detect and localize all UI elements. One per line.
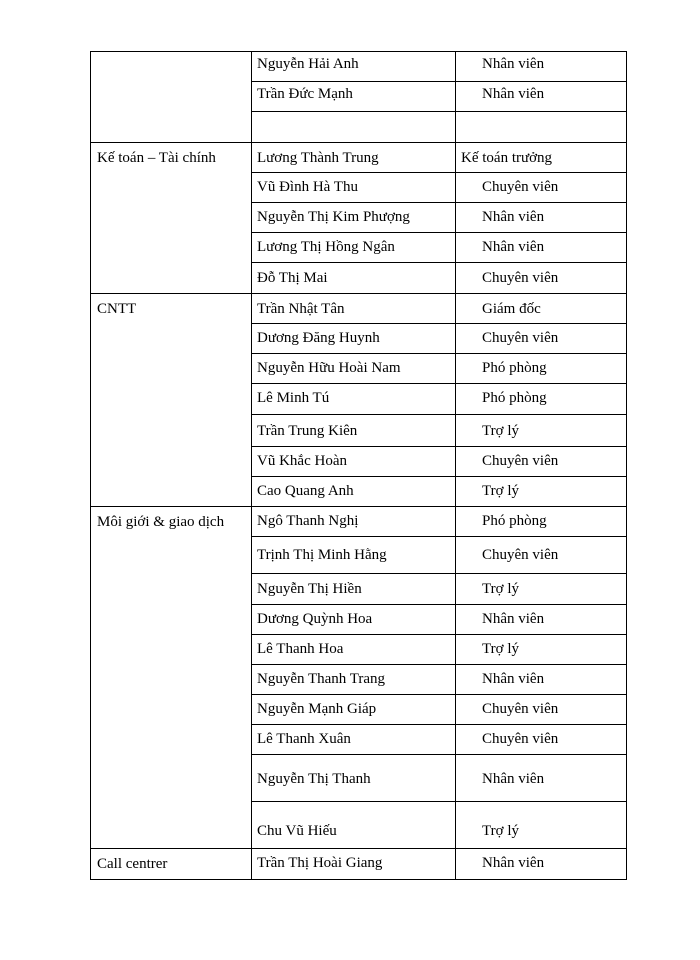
employee-name: Trần Đức Mạnh — [257, 86, 353, 102]
employee-name: Nguyễn Mạnh Giáp — [257, 701, 377, 717]
name-cell — [252, 695, 456, 725]
employee-role: Chuyên viên — [482, 270, 559, 286]
role-cell — [456, 574, 627, 605]
name-cell — [252, 203, 456, 233]
staff-table — [90, 51, 627, 880]
employee-name: Nguyễn Hải Anh — [257, 56, 359, 72]
employee-role: Trợ lý — [482, 641, 519, 657]
employee-name: Lê Thanh Hoa — [257, 641, 344, 657]
department-label: CNTT — [97, 301, 137, 317]
name-cell — [252, 263, 456, 294]
employee-role: Nhân viên — [482, 239, 545, 255]
name-cell — [252, 112, 456, 143]
employee-name — [252, 112, 455, 121]
name-cell — [252, 143, 456, 173]
employee-role: Phó phòng — [482, 360, 547, 376]
employee-role: Nhân viên — [482, 56, 545, 72]
role-cell — [456, 384, 627, 415]
employee-name: Nguyễn Hữu Hoài Nam — [257, 360, 401, 376]
employee-role: Trợ lý — [482, 483, 519, 499]
role-cell — [456, 203, 627, 233]
employee-role: Chuyên viên — [482, 731, 559, 747]
role-cell — [456, 802, 627, 849]
role-cell — [456, 263, 627, 294]
employee-name: Lương Thị Hồng Ngân — [257, 239, 395, 255]
employee-role: Chuyên viên — [482, 330, 559, 346]
role-cell — [456, 415, 627, 447]
employee-name: Dương Quỳnh Hoa — [257, 611, 373, 627]
employee-role: Kế toán trưởng — [461, 150, 553, 166]
role-cell — [456, 112, 627, 143]
role-cell — [456, 635, 627, 665]
employee-name: Cao Quang Anh — [257, 483, 354, 499]
employee-role: Nhân viên — [482, 209, 545, 225]
role-cell — [456, 447, 627, 477]
employee-name: Lê Minh Tú — [257, 390, 330, 406]
department-cell — [91, 52, 252, 143]
employee-role: Chuyên viên — [482, 547, 559, 563]
employee-role: Phó phòng — [482, 390, 547, 406]
department-label: Call centrer — [97, 856, 168, 872]
name-cell — [252, 354, 456, 384]
role-cell — [456, 233, 627, 263]
name-cell — [252, 447, 456, 477]
role-cell — [456, 665, 627, 695]
employee-name: Nguyễn Thị Hiền — [257, 581, 362, 597]
table-row — [91, 143, 627, 173]
role-cell — [456, 695, 627, 725]
employee-role: Trợ lý — [482, 823, 519, 839]
department-cell — [91, 507, 252, 849]
employee-name: Dương Đăng Huynh — [257, 330, 380, 346]
name-cell — [252, 415, 456, 447]
role-cell — [456, 143, 627, 173]
employee-name: Lê Thanh Xuân — [257, 731, 351, 747]
employee-role: Trợ lý — [482, 423, 519, 439]
employee-role: Chuyên viên — [482, 701, 559, 717]
role-cell — [456, 173, 627, 203]
name-cell — [252, 635, 456, 665]
department-label: Kế toán – Tài chính — [97, 150, 216, 166]
employee-name: Vũ Khắc Hoàn — [257, 453, 347, 469]
role-cell — [456, 52, 627, 82]
role-cell — [456, 82, 627, 112]
department-cell — [91, 849, 252, 880]
role-cell — [456, 477, 627, 507]
employee-name: Chu Vũ Hiếu — [257, 823, 337, 839]
department-cell — [91, 294, 252, 507]
role-cell — [456, 507, 627, 537]
name-cell — [252, 82, 456, 112]
employee-name: Đỗ Thị Mai — [257, 270, 328, 286]
name-cell — [252, 173, 456, 203]
name-cell — [252, 294, 456, 324]
employee-name: Trần Nhật Tân — [257, 301, 345, 317]
table-row — [91, 507, 627, 537]
employee-role — [456, 112, 626, 121]
name-cell — [252, 384, 456, 415]
name-cell — [252, 574, 456, 605]
employee-name: Nguyễn Thanh Trang — [257, 671, 386, 687]
role-cell — [456, 725, 627, 755]
name-cell — [252, 233, 456, 263]
table-row — [91, 294, 627, 324]
employee-role: Phó phòng — [482, 513, 547, 529]
employee-role: Chuyên viên — [482, 453, 559, 469]
employee-role: Nhân viên — [482, 611, 545, 627]
employee-name: Ngô Thanh Nghị — [257, 513, 359, 529]
role-cell — [456, 605, 627, 635]
employee-name: Nguyễn Thị Kim Phượng — [257, 209, 410, 225]
employee-name: Lương Thành Trung — [257, 150, 379, 166]
name-cell — [252, 507, 456, 537]
employee-name: Vũ Đình Hà Thu — [257, 179, 358, 195]
name-cell — [252, 605, 456, 635]
employee-name: Trịnh Thị Minh Hằng — [257, 547, 387, 563]
role-cell — [456, 324, 627, 354]
table-row — [91, 849, 627, 880]
name-cell — [252, 52, 456, 82]
employee-role: Nhân viên — [482, 855, 545, 871]
role-cell — [456, 354, 627, 384]
employee-role: Giám đốc — [482, 301, 541, 317]
role-cell — [456, 537, 627, 574]
employee-role: Chuyên viên — [482, 179, 559, 195]
name-cell — [252, 802, 456, 849]
department-cell — [91, 143, 252, 294]
table-row — [91, 52, 627, 82]
employee-role: Nhân viên — [482, 86, 545, 102]
name-cell — [252, 537, 456, 574]
employee-name: Nguyễn Thị Thanh — [257, 771, 371, 787]
department-label — [91, 52, 251, 58]
role-cell — [456, 755, 627, 802]
name-cell — [252, 665, 456, 695]
role-cell — [456, 849, 627, 880]
department-label: Môi giới & giao dịch — [97, 514, 225, 530]
name-cell — [252, 725, 456, 755]
employee-name: Trần Thị Hoài Giang — [257, 855, 383, 871]
name-cell — [252, 755, 456, 802]
employee-role: Nhân viên — [482, 671, 545, 687]
name-cell — [252, 849, 456, 880]
employee-role: Nhân viên — [482, 771, 545, 787]
employee-role: Trợ lý — [482, 581, 519, 597]
name-cell — [252, 324, 456, 354]
employee-name: Trần Trung Kiên — [257, 423, 358, 439]
role-cell — [456, 294, 627, 324]
name-cell — [252, 477, 456, 507]
